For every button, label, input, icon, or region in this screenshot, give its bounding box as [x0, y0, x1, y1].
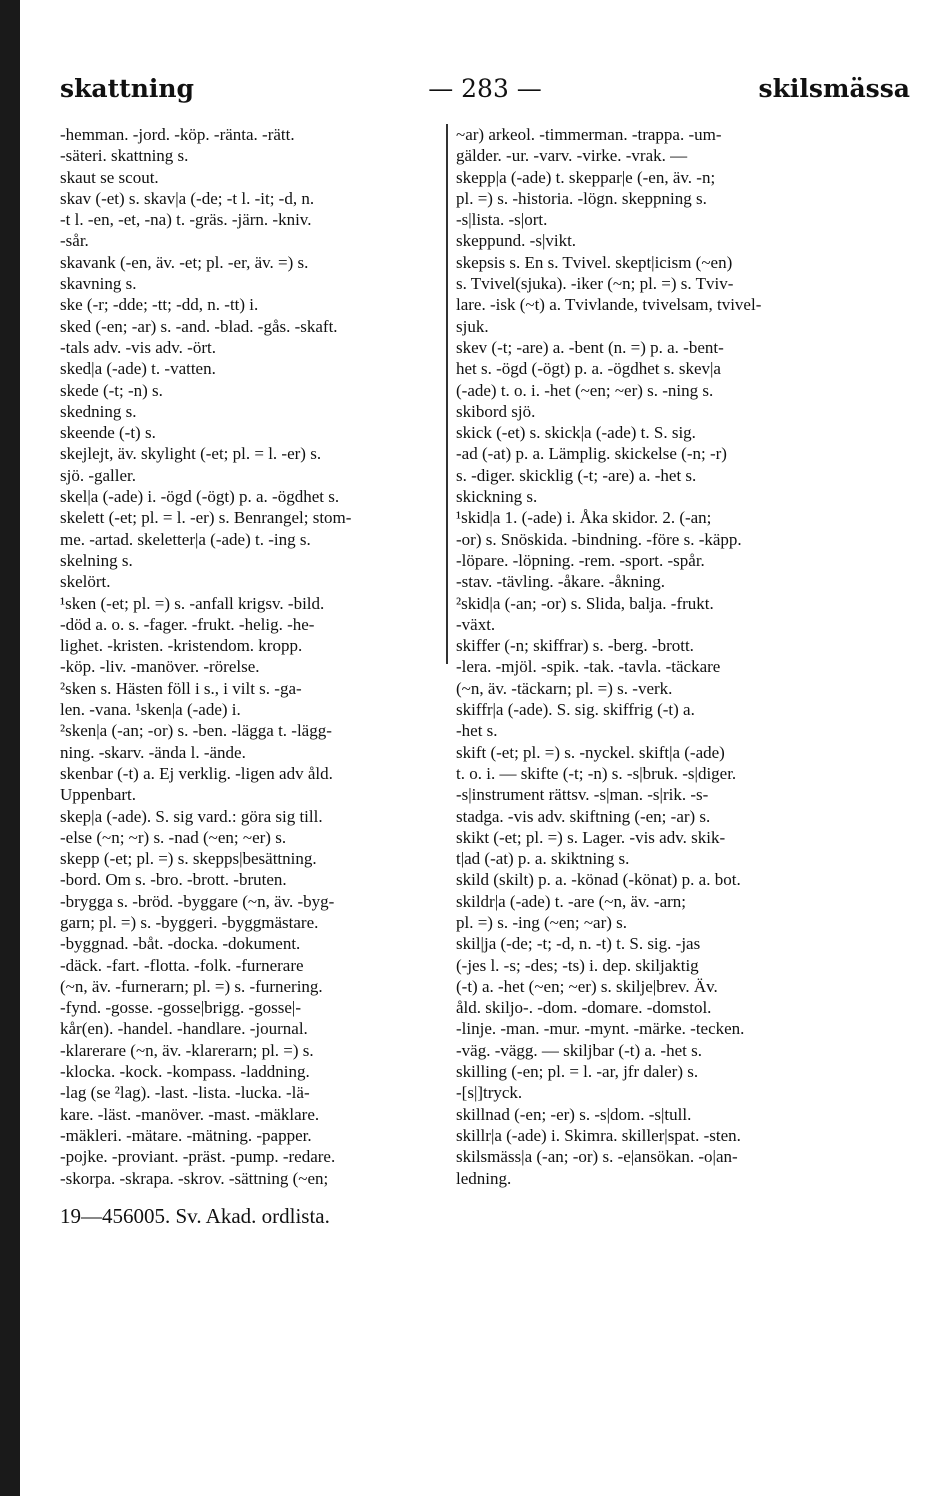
entry-line: -klocka. -kock. -kompass. -laddning. [60, 1062, 310, 1082]
left-column [60, 124, 442, 1189]
entry-line: (-ade) t. o. i. -het (~en; ~er) s. -ning s. [456, 380, 714, 400]
entry-line: skel|a (-ade) i. -ögd (-ögt) p. a. -ögdhet s. [60, 487, 340, 507]
entry-line: gälder. -ur. -varv. -virke. -vrak. — [456, 146, 688, 166]
entry-line: skavank (-en, äv. -et; pl. -er, äv. =) s. [60, 252, 309, 272]
entry-line: skil|ja (-de; -t; -d, n. -t) t. S. sig. -jas [456, 934, 701, 954]
entry-line: skiffr|a (-ade). S. sig. skiffrig (-t) a. [456, 700, 695, 720]
entry-line: -stav. -tävling. -åkare. -åkning. [456, 572, 665, 592]
entry-line: ¹skid|a 1. (-ade) i. Åka skidor. 2. (-an; [456, 508, 712, 528]
entry-line: -klarerare (~n, äv. -klarerarn; pl. =) s. [60, 1040, 314, 1060]
entry-line: Uppenbart. [60, 785, 137, 805]
entry-line: skiffer (-n; skiffrar) s. -berg. -brott. [456, 636, 694, 656]
entry-line: -sår. [60, 231, 89, 251]
entry-line: -[s|]tryck. [456, 1083, 523, 1103]
entry-line: t|ad (-at) p. a. skiktning s. [456, 849, 630, 869]
entry-line: -mäkleri. -mätare. -mätning. -papper. [60, 1125, 312, 1145]
entry-line: (~n, äv. -täckarn; pl. =) s. -verk. [456, 678, 673, 698]
dictionary-page [20, 0, 944, 1496]
entry-line: skick (-et) s. skick|a (-ade) t. S. sig. [456, 423, 696, 443]
entry-line: -het s. [456, 721, 498, 741]
entry-line: -or) s. Snöskida. -bindning. -före s. -käpp. [456, 529, 742, 549]
entry-line: (~n, äv. -furnerarn; pl. =) s. -furnering. [60, 976, 323, 996]
entry-line: -s|lista. -s|ort. [456, 210, 548, 230]
entry-line: -fynd. -gosse. -gosse|brigg. -gosse|- [60, 998, 301, 1018]
entry-line: ~ar) arkeol. -timmerman. -trappa. -um- [456, 125, 722, 144]
entry-line: skildr|a (-ade) t. -are (~n, äv. -arn; [456, 891, 687, 911]
entry-line: skift (-et; pl. =) s. -nyckel. skift|a (-ade) [456, 742, 725, 762]
entry-line: kår(en). -handel. -handlare. -journal. [60, 1019, 308, 1039]
entry-line: ske (-r; -dde; -tt; -dd, n. -tt) i. [60, 295, 259, 315]
entry-line: -däck. -fart. -flotta. -folk. -furnerare [60, 955, 304, 975]
header-first-word: skattning [60, 74, 195, 103]
entry-line: -död a. o. s. -fager. -frukt. -helig. -he- [60, 614, 315, 634]
entry-line: skild (skilt) p. a. -könad (-könat) p. a. bot. [456, 870, 741, 890]
entry-line: -hemman. -jord. -köp. -ränta. -rätt. [60, 125, 295, 144]
entry-line: skepp|a (-ade) t. skeppar|e (-en, äv. -n; [456, 167, 716, 187]
page-number: — 283 — [428, 74, 542, 103]
entry-line: garn; pl. =) s. -byggeri. -byggmästare. [60, 912, 319, 932]
entry-line: ²sken s. Hästen föll i s., i vilt s. -ga- [60, 678, 302, 698]
entry-line: pl. =) s. -historia. -lögn. skeppning s. [456, 188, 707, 208]
entry-line: skep|a (-ade). S. sig vard.: göra sig till. [60, 806, 323, 826]
entry-line: ²skid|a (-an; -or) s. Slida, balja. -frukt. [456, 593, 714, 613]
entry-line: -else (~n; ~r) s. -nad (~en; ~er) s. [60, 827, 287, 847]
entry-line: skaut se scout. [60, 167, 159, 187]
entry-line: -lera. -mjöl. -spik. -tak. -tavla. -täckare [456, 657, 721, 677]
entry-line: sked|a (-ade) t. -vatten. [60, 359, 216, 379]
printer-footer: 19—456005. Sv. Akad. ordlista. [60, 1204, 330, 1228]
entry-line: skeende (-t) s. [60, 423, 156, 443]
entry-line: s. -diger. skicklig (-t; -are) a. -het s. [456, 465, 697, 485]
entry-line: -växt. [456, 614, 496, 634]
entry-line: ¹sken (-et; pl. =) s. -anfall krigsv. -bild. [60, 593, 325, 613]
entry-line: skelning s. [60, 550, 133, 570]
entry-line: skelett (-et; pl. = l. -er) s. Benrangel; stom- [60, 508, 352, 528]
entry-line: skepsis s. En s. Tvivel. skept|icism (~en) [456, 252, 733, 272]
entry-line: -köp. -liv. -manöver. -rörelse. [60, 657, 260, 677]
entry-line: skibord sjö. [456, 401, 536, 421]
entry-line: -löpare. -löpning. -rem. -sport. -spår. [456, 550, 705, 570]
entry-line: ledning. [456, 1168, 512, 1188]
column-divider [446, 124, 448, 664]
entry-line: kare. -läst. -manöver. -mast. -mäklare. [60, 1104, 320, 1124]
entry-line: skillr|a (-ade) i. Skimra. skiller|spat. -sten. [456, 1125, 741, 1145]
entry-line: skikt (-et; pl. =) s. Lager. -vis adv. skik- [456, 827, 726, 847]
entry-line: skeppund. -s|vikt. [456, 231, 577, 251]
entry-line: skede (-t; -n) s. [60, 380, 163, 400]
entry-line: (-t) a. -het (~en; ~er) s. skilje|brev. Äv. [456, 976, 718, 996]
entry-line: -pojke. -proviant. -präst. -pump. -redare. [60, 1147, 336, 1167]
entry-line: -tals adv. -vis adv. -ört. [60, 337, 216, 357]
entry-line: het s. -ögd (-ögt) p. a. -ögdhet s. skev|a [456, 359, 721, 379]
entry-line: skelört. [60, 572, 111, 592]
entry-line: skickning s. [456, 487, 538, 507]
entry-line: skav (-et) s. skav|a (-de; -t l. -it; -d, n. [60, 188, 315, 208]
entry-line: sjuk. [456, 316, 489, 336]
entry-line: skilsmäss|a (-an; -or) s. -e|ansökan. -o|an- [456, 1147, 738, 1167]
entry-line: stadga. -vis adv. skiftning (-en; -ar) s. [456, 806, 711, 826]
entry-line: -väg. -vägg. — skiljbar (-t) a. -het s. [456, 1040, 702, 1060]
entry-line: t. o. i. — skifte (-t; -n) s. -s|bruk. -s|diger. [456, 763, 737, 783]
entry-line: lighet. -kristen. -kristendom. kropp. [60, 636, 303, 656]
page-header [60, 74, 910, 114]
entry-line: skilling (-en; pl. = l. -ar, jfr daler) s. [456, 1062, 699, 1082]
entry-line: -lag (se ²lag). -last. -lista. -lucka. -lä- [60, 1083, 310, 1103]
entry-line: len. -vana. ¹sken|a (-ade) i. [60, 700, 241, 720]
entry-line: pl. =) s. -ing (~en; ~ar) s. [456, 912, 628, 932]
entry-line: skillnad (-en; -er) s. -s|dom. -s|tull. [456, 1104, 692, 1124]
entry-line: -s|instrument rättsv. -s|man. -s|rik. -s- [456, 785, 709, 805]
entry-line: skejlejt, äv. skylight (-et; pl. = l. -er) s. [60, 444, 322, 464]
entry-line: -t l. -en, -et, -na) t. -gräs. -järn. -kniv. [60, 210, 312, 230]
entry-line: -byggnad. -båt. -docka. -dokument. [60, 934, 301, 954]
entry-line: -säteri. skattning s. [60, 146, 189, 166]
entry-line: s. Tvivel(sjuka). -iker (~n; pl. =) s. Tviv- [456, 274, 734, 294]
entry-line: skepp (-et; pl. =) s. skepps|besättning. [60, 849, 317, 869]
entry-line: ning. -skarv. -ända l. -ände. [60, 742, 246, 762]
entry-line: sjö. -galler. [60, 465, 137, 485]
entry-line: (-jes l. -s; -des; -ts) i. dep. skiljaktig [456, 955, 699, 975]
entry-line: -ad (-at) p. a. Lämplig. skickelse (-n; -r) [456, 444, 727, 464]
entry-line: -linje. -man. -mur. -mynt. -märke. -tecken. [456, 1019, 745, 1039]
entry-line: me. -artad. skeletter|a (-ade) t. -ing s. [60, 529, 311, 549]
entry-line: skev (-t; -are) a. -bent (n. =) p. a. -bent- [456, 337, 724, 357]
entry-line: sked (-en; -ar) s. -and. -blad. -gås. -skaft. [60, 316, 338, 336]
header-last-word: skilsmässa [758, 74, 910, 103]
entry-line: lare. -isk (~t) a. Tvivlande, tvivelsam, tvivel- [456, 295, 762, 315]
entry-line: -brygga s. -bröd. -byggare (~n, äv. -byg- [60, 891, 335, 911]
entry-line: ²sken|a (-an; -or) s. -ben. -lägga t. -lägg- [60, 721, 332, 741]
right-column [456, 124, 848, 1189]
entry-line: skenbar (-t) a. Ej verklig. -ligen adv åld. [60, 763, 333, 783]
entry-line: -skorpa. -skrapa. -skrov. -sättning (~en; [60, 1168, 329, 1188]
entry-line: -bord. Om s. -bro. -brott. -bruten. [60, 870, 287, 890]
entry-line: skedning s. [60, 401, 137, 421]
entry-line: åld. skiljo-. -dom. -domare. -domstol. [456, 998, 712, 1018]
entry-line: skavning s. [60, 274, 137, 294]
